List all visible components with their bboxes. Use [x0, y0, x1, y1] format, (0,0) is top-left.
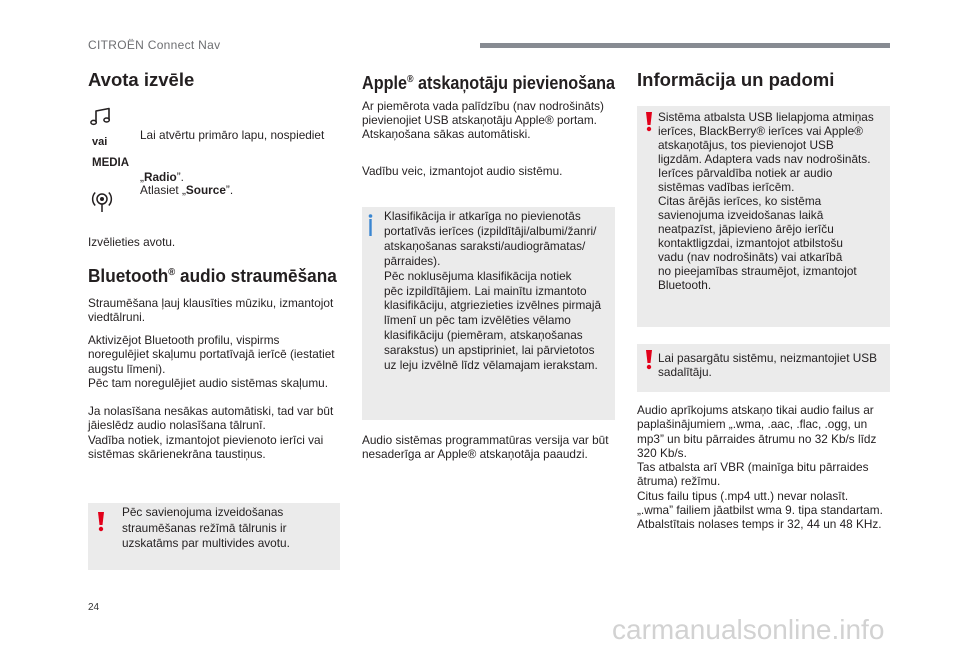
- header-bar: [480, 43, 890, 48]
- warning-icon: [97, 512, 105, 532]
- registered-mark: ®: [168, 267, 176, 278]
- bluetooth-note-text: Pēc savienojuma izveidošanas straumēšanas režīmā tālrunis ir uzskatāms par multivides avotu.: [122, 505, 290, 550]
- heading-bluetooth-rest: audio straumēšana: [175, 265, 337, 287]
- apple-connect-text: Ar piemērota vada palīdzību (nav nodrošināts) pievienojiet USB atskaņotāju Apple® portam. Atskaņošana sākas automātiski.: [362, 99, 604, 141]
- page-number: 24: [88, 602, 100, 613]
- or-label: vai: [92, 136, 108, 148]
- heading-apple-connection: [362, 69, 615, 94]
- source-suffix: ”.: [225, 183, 234, 197]
- bluetooth-intro: Straumēšana ļauj klausīties mūziku, izmantojot viedtālruni.: [88, 296, 334, 324]
- music-note-icon: [90, 107, 112, 127]
- quote-open: „: [140, 170, 144, 185]
- usb-note-text: Sistēma atbalsta USB lielapjoma atmiņas ierīces, BlackBerry® ierīces vai Apple® atskaņotājus, tos pievienojot USB ligzdām. Adaptera vads nav nodrošināts. Ierīces pārvaldība notiek ar audio sistēmas vadības ierīcēm. Citas ārējās ierīces, ko sistēma savienojuma izveidošanas laikā neatpazīst, jāpievieno ārējo ierīču kontaktligzdai, izmantojot atbilstošu vadu (nav nodrošināts) vai atkarībā no pieejamības straumējot, izmantojot Bluetooth.: [658, 110, 874, 292]
- warning-icon: [645, 112, 653, 132]
- source-key-label: Source: [185, 183, 226, 197]
- source-icon: [89, 188, 115, 214]
- heading-bluetooth-name: Bluetooth: [88, 265, 169, 287]
- heading-apple-name: Apple: [362, 72, 407, 94]
- heading-source-selection: Avota izvēle: [88, 69, 195, 90]
- bluetooth-playback-text: Ja nolasīšana nesākas automātiski, tad var būt jāieslēdz audio nolasīšana tālrunī. Vadība notiek, izmantojot pievienoto ierīci vai sistēmas skārienekrāna taustiņus.: [88, 404, 334, 461]
- heading-bluetooth-streaming: [88, 262, 337, 287]
- choose-source-text: Izvēlieties avotu.: [88, 235, 176, 249]
- radio-key-label: Radio: [143, 170, 177, 185]
- heading-info-tips: Informācija un padomi: [637, 69, 835, 90]
- apple-compat-text: Audio sistēmas programmatūras versija var būt nesaderīga ar Apple® atskaņotāja paaudzi.: [362, 433, 609, 461]
- radio-instruction-line1: Lai atvērtu primāro lapu, nospiediet: [140, 127, 325, 142]
- apple-info-text: Klasifikācija ir atkarīga no pievienotās portatīvās ierīces (izpildītāji/albumi/žanri/ atskaņošanas saraksti/audiogrāmatas/ pārraides). Pēc noklusējuma klasifikācija notiek pēc izpildītājiem. Lai mainītu izmantoto klasifikāciju, atgriezieties izvēlnes pirmajā līmenī un pēc tam izvēlēties vēlamo klasifikāciju (piemēram, atskaņošanas sarakstus) un apstipriniet, lai pārvietotos uz leju izvēlnē līdz vēlamajam ierakstam.: [384, 209, 602, 373]
- formats-text: Audio aprīkojums atskaņo tikai audio failus ar paplašinājumiem „.wma, .aac, .flac, .ogg, un mp3” un bitu pārraides ātrumu no 32 Kb/s līdz 320 Kb/s. Tas atbalsta arī VBR (mainīga bitu pārraides ātruma) režīmu. Citus failu tipus (.mp4 utt.) nevar nolasīt. „.wma” failiem jāatbilst wma 9. tipa standartam. Atbalstītais nolases temps ir 32, 44 un 48 KHz.: [637, 403, 883, 532]
- quote-close: ”.: [176, 170, 184, 185]
- manual-header-title: CITROËN Connect Nav: [88, 38, 221, 52]
- warning-icon: [645, 350, 653, 370]
- watermark: carmanualsonline.info: [612, 614, 885, 645]
- bluetooth-volume-text: Aktivizējot Bluetooth profilu, vispirms noregulējiet skaļumu portatīvajā ierīcē (iestatiet augstu līmeni). Pēc tam noregulējiet audio sistēmas skaļumu.: [88, 333, 335, 390]
- heading-apple-rest: atskaņotāju pievienošana: [413, 72, 616, 94]
- source-instruction: [140, 183, 233, 197]
- hub-note-text: Lai pasargātu sistēmu, neizmantojiet USB sadalītāju.: [658, 351, 878, 379]
- registered-mark: ®: [406, 74, 414, 85]
- source-prefix: Atlasiet „: [140, 183, 186, 197]
- media-button-label: MEDIA: [92, 157, 130, 169]
- apple-control-text: Vadību veic, izmantojot audio sistēmu.: [362, 164, 563, 178]
- info-icon: [368, 214, 373, 236]
